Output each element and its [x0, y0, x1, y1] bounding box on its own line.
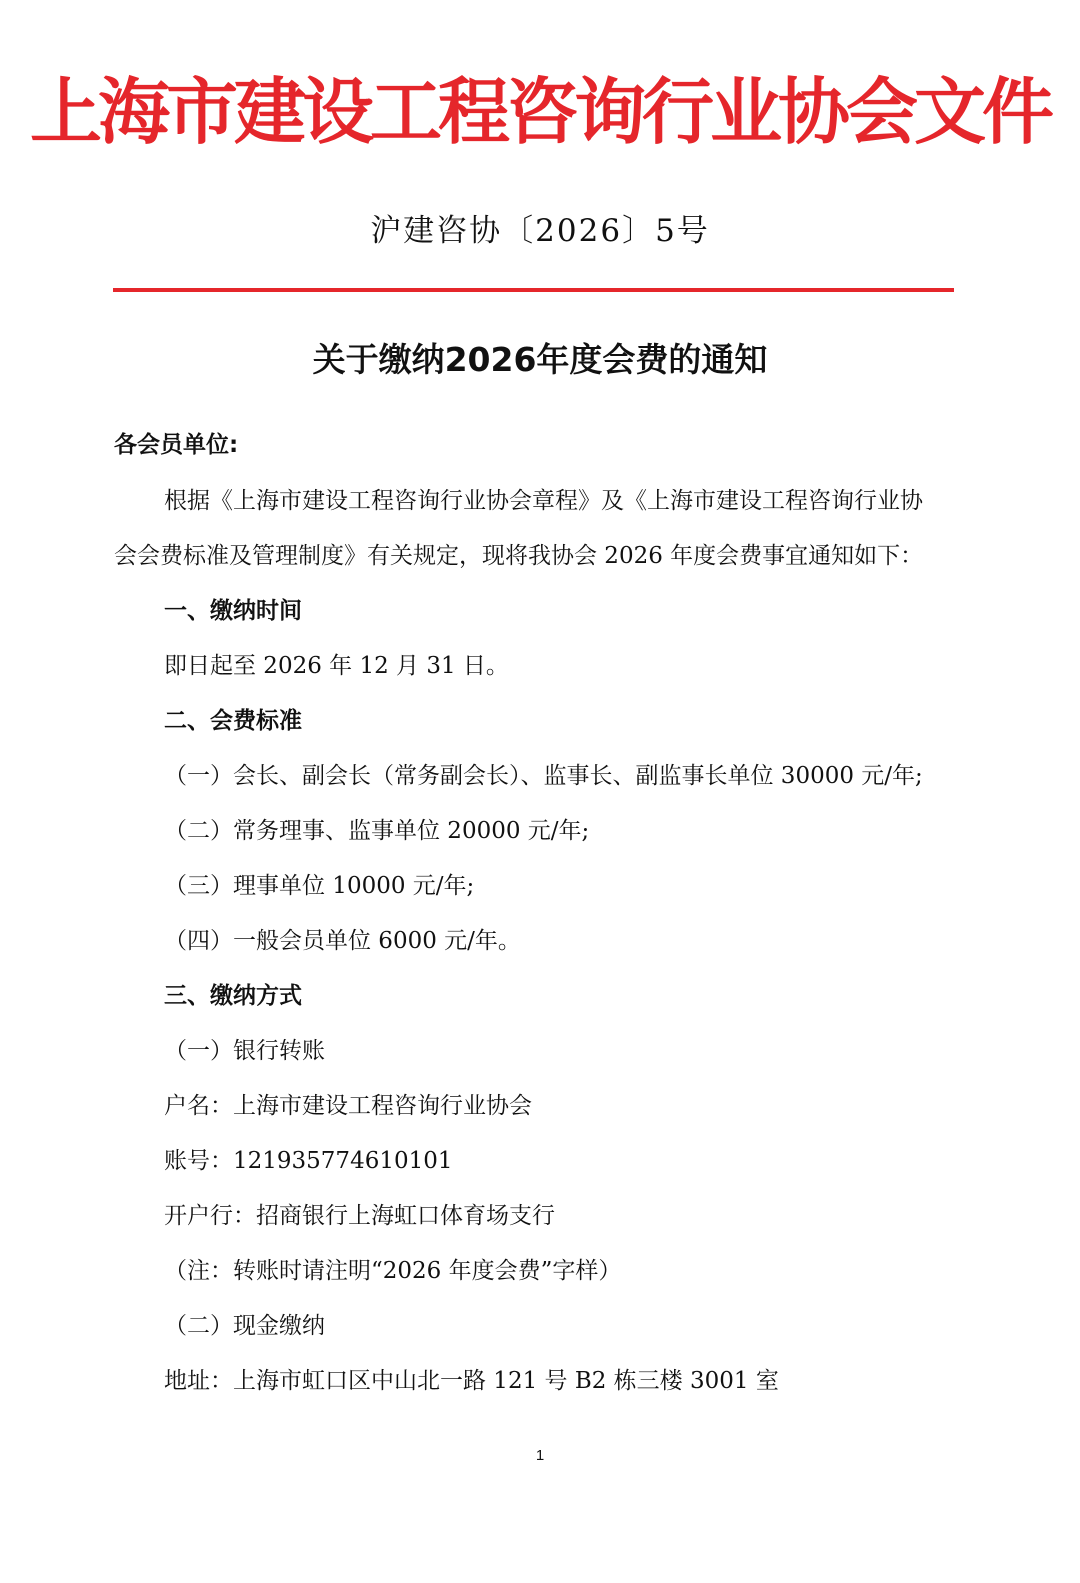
account-number: 账号：121935774610101: [164, 1148, 453, 1174]
fee-item-1: （一）会长、副会长（常务副会长）、监事长、副监事长单位 30000 元/年;: [164, 763, 923, 789]
page-number: 1: [535, 1447, 545, 1464]
intro-line-2: 会会费标准及管理制度》有关规定，现将我协会 2026 年度会费事宜通知如下：: [114, 543, 924, 569]
cash-payment-heading: （二）现金缴纳: [164, 1313, 325, 1339]
notice-title: 关于缴纳2026年度会费的通知: [312, 340, 768, 379]
bank-branch: 开户行：招商银行上海虹口体育场支行: [164, 1203, 555, 1229]
bank-transfer-heading: （一）银行转账: [164, 1038, 325, 1064]
office-address: 地址：上海市虹口区中山北一路 121 号 B2 栋三楼 3001 室: [164, 1368, 779, 1394]
red-divider-line: [113, 288, 954, 292]
fee-item-3: （三）理事单位 10000 元/年;: [164, 873, 475, 899]
section2-heading: 二、会费标准: [164, 708, 302, 734]
masthead-title: 上海市建设工程咨询行业协会文件: [29, 69, 1050, 154]
fee-item-2: （二）常务理事、监事单位 20000 元/年;: [164, 818, 590, 844]
fee-item-4: （四）一般会员单位 6000 元/年。: [164, 928, 521, 954]
section3-heading: 三、缴纳方式: [164, 983, 302, 1009]
section1-heading: 一、缴纳时间: [164, 598, 302, 624]
transfer-note: （注：转账时请注明“2026 年度会费”字样）: [164, 1258, 622, 1284]
account-name: 户名：上海市建设工程咨询行业协会: [164, 1093, 532, 1119]
document-number: 沪建咨协〔2026〕5号: [370, 213, 710, 249]
salutation: 各会员单位:: [114, 432, 239, 458]
intro-line-1: 根据《上海市建设工程咨询行业协会章程》及《上海市建设工程咨询行业协: [164, 488, 923, 514]
section1-content: 即日起至 2026 年 12 月 31 日。: [164, 653, 509, 679]
